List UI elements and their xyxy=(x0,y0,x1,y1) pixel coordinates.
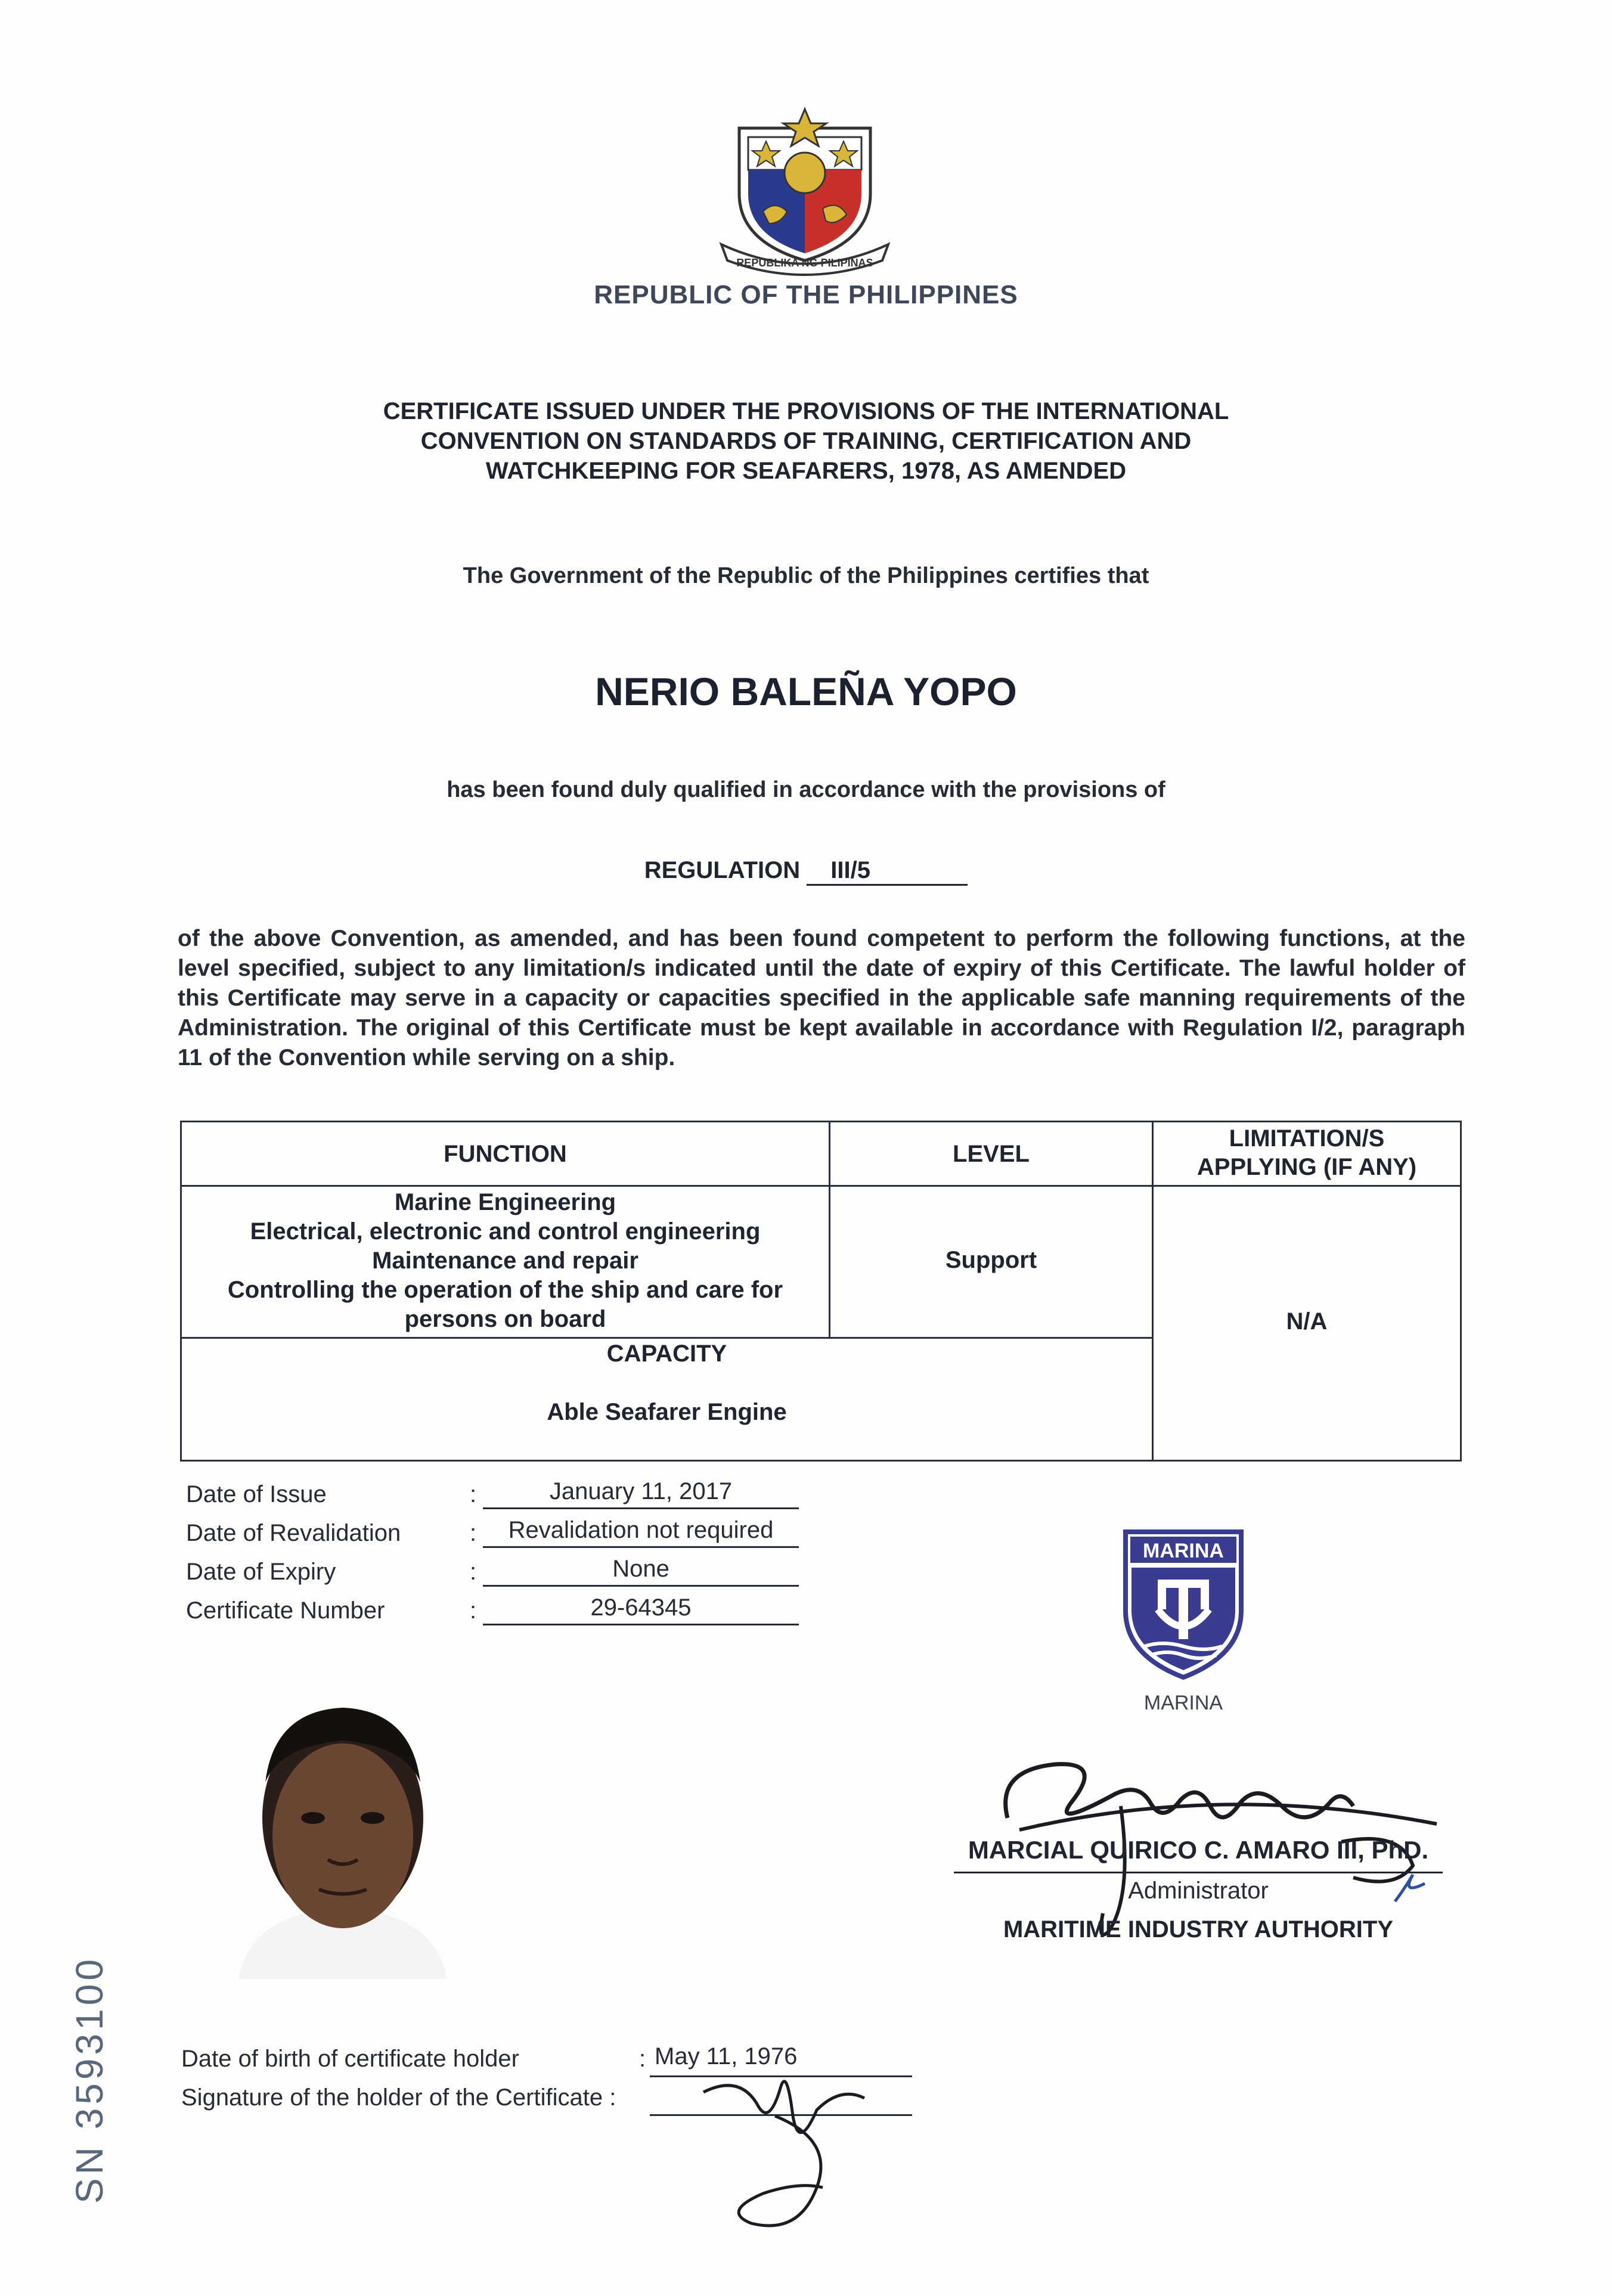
administrator-title: Administrator xyxy=(1128,1878,1269,1904)
holder-name: NERIO BALEÑA YOPO xyxy=(595,669,1017,713)
capacity-header: CAPACITY xyxy=(606,1341,727,1367)
philippine-seal-icon xyxy=(715,104,894,277)
regulation-value: III/5 xyxy=(807,857,968,886)
certificate-heading xyxy=(0,396,1612,486)
header-function: FUNCTION xyxy=(444,1141,567,1167)
detail-colon: : xyxy=(470,1559,477,1585)
table-divider xyxy=(182,1337,1154,1339)
limitation-value: N/A xyxy=(1286,1308,1328,1335)
functions-table xyxy=(180,1121,1462,1462)
detail-value-expiry: None xyxy=(483,1556,799,1587)
function-list xyxy=(182,1188,829,1334)
detail-label-issue: Date of Issue xyxy=(186,1481,327,1507)
function-item: persons on board xyxy=(404,1306,606,1332)
detail-colon: : xyxy=(470,1481,477,1507)
detail-label-certificate-number: Certificate Number xyxy=(186,1597,385,1624)
function-item: Controlling the operation of the ship and care for xyxy=(227,1277,783,1303)
capacity-value: Able Seafarer Engine xyxy=(547,1399,787,1425)
serial-number: SN 3593100 xyxy=(68,1956,111,2204)
holder-signature xyxy=(686,2050,912,2247)
function-item: Marine Engineering xyxy=(394,1189,616,1215)
detail-label-expiry: Date of Expiry xyxy=(186,1559,336,1585)
regulation xyxy=(0,857,1612,886)
level-value: Support xyxy=(945,1247,1037,1273)
holder-signature-label: Signature of the holder of the Certificate : xyxy=(181,2084,616,2111)
svg-text:REPUBLIKA NG PILIPINAS: REPUBLIKA NG PILIPINAS xyxy=(736,257,873,269)
heading-line: WATCHKEEPING FOR SEAFARERS, 1978, AS AMENDED xyxy=(485,458,1127,484)
administrator-name: MARCIAL QUIRICO C. AMARO III, PhD. xyxy=(968,1836,1429,1864)
certifies-statement: The Government of the Republic of the Philippines certifies that xyxy=(463,563,1149,588)
detail-value-revalidation: Revalidation not required xyxy=(483,1517,799,1548)
detail-colon: : xyxy=(470,1520,477,1546)
function-item: Maintenance and repair xyxy=(372,1248,638,1274)
administrator-org: MARITIME INDUSTRY AUTHORITY xyxy=(1003,1916,1394,1943)
detail-value-issue: January 11, 2017 xyxy=(483,1478,799,1509)
country-title: REPUBLIC OF THE PHILIPPINES xyxy=(594,280,1018,309)
dob-value: May 11, 1976 xyxy=(655,2043,798,2069)
qualified-statement: has been found duly qualified in accordance with the provisions of xyxy=(447,777,1165,802)
heading-line: CONVENTION ON STANDARDS OF TRAINING, CERTIFICATION AND xyxy=(420,428,1192,454)
detail-colon: : xyxy=(470,1597,477,1624)
header-limitation-line: APPLYING (IF ANY) xyxy=(1196,1154,1417,1180)
function-item: Electrical, electronic and control engineering xyxy=(250,1218,761,1245)
body-paragraph: of the above Convention, as amended, and has been found competent to perform the following functions, at the level specified, subject to any limitation/s indicated until the date of expiry of this Certificate. The lawful holder of this Certificate may serve in a capacity or capacities specified in the applicable safe manning requirements of the Administration. The original of this Certificate must be kept available in accordance with Regulation I/2, paragraph 11 of the Convention while serving on a ship. xyxy=(178,926,1465,1071)
svg-text:MARINA: MARINA xyxy=(1143,1540,1224,1562)
marina-caption: MARINA xyxy=(1143,1692,1223,1714)
header-limitation-line: LIMITATION/S xyxy=(1229,1125,1385,1152)
dob-label: Date of birth of certificate holder xyxy=(181,2046,519,2072)
header-level: LEVEL xyxy=(953,1141,1030,1167)
heading-line: CERTIFICATE ISSUED UNDER THE PROVISIONS OF THE INTERNATIONAL xyxy=(383,398,1229,424)
table-divider xyxy=(182,1185,1460,1187)
holder-photo xyxy=(215,1657,471,1979)
marina-logo-icon xyxy=(1121,1527,1246,1682)
regulation-label: REGULATION xyxy=(644,857,801,883)
detail-value-certificate-number: 29-64345 xyxy=(483,1594,799,1625)
header-limitation xyxy=(1154,1124,1460,1181)
dob-colon: : xyxy=(639,2046,646,2072)
detail-label-revalidation: Date of Revalidation xyxy=(186,1520,401,1546)
signature-line xyxy=(954,1872,1443,1873)
